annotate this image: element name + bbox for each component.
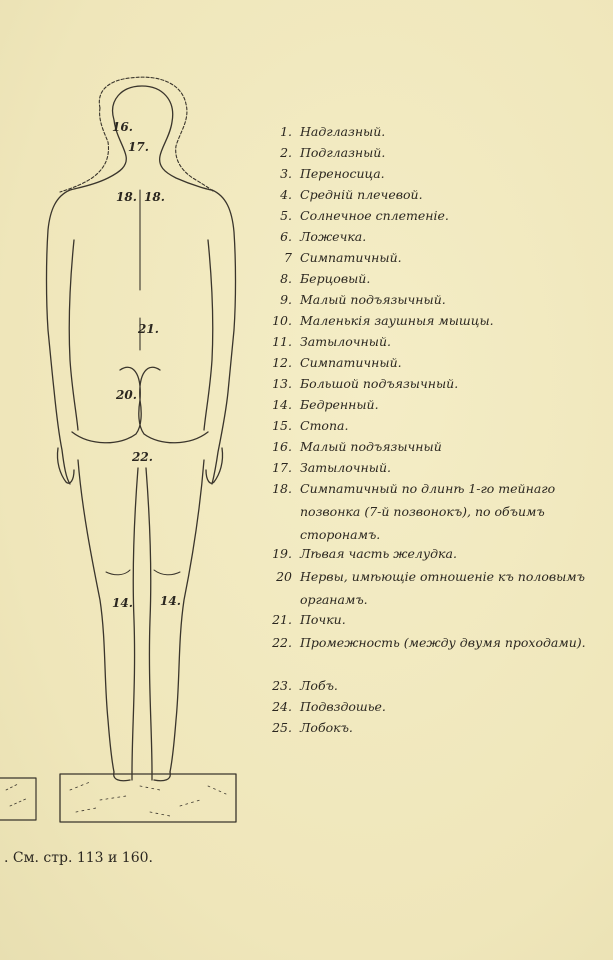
legend-number: 20 bbox=[276, 569, 292, 584]
legend-item bbox=[270, 699, 590, 720]
legend-item bbox=[270, 376, 590, 397]
buttocks-outline bbox=[72, 367, 208, 442]
legend-text: Средній плечевой. bbox=[300, 187, 423, 202]
legend-text: Бедренный. bbox=[300, 397, 379, 412]
legend-item bbox=[270, 720, 590, 741]
legend-number: 4. bbox=[280, 187, 292, 202]
pedestal-texture bbox=[70, 782, 226, 816]
legend-number: 7 bbox=[284, 250, 292, 265]
legend-text: Симпатичный. bbox=[300, 355, 402, 370]
arm-inner-left bbox=[69, 240, 78, 430]
legend-item bbox=[270, 187, 590, 208]
legend-number: 17. bbox=[272, 460, 292, 475]
figure-label-14-right: 14. bbox=[160, 594, 181, 608]
legend-item bbox=[270, 271, 590, 292]
legend-text: Переносица. bbox=[300, 166, 385, 181]
legend-text: Ложечка. bbox=[300, 229, 367, 244]
legend-text: Стопа. bbox=[300, 418, 349, 433]
legend-item bbox=[270, 565, 590, 612]
legend-number: 10. bbox=[272, 313, 292, 328]
head-outline bbox=[70, 86, 212, 190]
legend-item bbox=[270, 612, 590, 633]
legend-item bbox=[270, 355, 590, 376]
legend-item bbox=[270, 546, 590, 567]
legend-number: 14. bbox=[272, 397, 292, 412]
legend-text: Берцовый. bbox=[300, 271, 371, 286]
torso-outline bbox=[47, 190, 236, 484]
legend-number: 3. bbox=[280, 166, 292, 181]
figure-label-22: 22. bbox=[132, 450, 153, 464]
legend-item bbox=[270, 439, 590, 460]
legend-number: 6. bbox=[280, 229, 292, 244]
legend-text: Почки. bbox=[300, 612, 346, 627]
legend-item bbox=[270, 631, 590, 678]
legend-number: 22. bbox=[272, 635, 292, 650]
legend-text: Лобокъ. bbox=[300, 720, 353, 735]
legend-text: Малый подъязычный. bbox=[300, 292, 446, 307]
legend-item bbox=[270, 166, 590, 187]
legend-text: Промежность (между двумя проходами). bbox=[300, 635, 586, 650]
legend-item bbox=[270, 397, 590, 418]
legend-item bbox=[270, 334, 590, 355]
legend-number: 5. bbox=[280, 208, 292, 223]
figure-label-16: 16. bbox=[112, 120, 133, 134]
pedestal bbox=[60, 774, 236, 822]
legend-text: Подглазный. bbox=[300, 145, 386, 160]
legend-number: 11. bbox=[272, 334, 292, 349]
legend-number: 2. bbox=[280, 145, 292, 160]
knee-marks bbox=[106, 570, 180, 575]
arm-inner-right bbox=[204, 240, 213, 430]
legend-text: Симпатичный. bbox=[300, 250, 402, 265]
figure-label-20: 20. bbox=[116, 388, 137, 402]
legend-number: 1. bbox=[280, 124, 292, 139]
legend-number: 24. bbox=[272, 699, 292, 714]
legend-number: 25. bbox=[272, 720, 292, 735]
legend-text: Подвздошье. bbox=[300, 699, 386, 714]
legend-item bbox=[270, 313, 590, 334]
legend-number: 18. bbox=[272, 481, 292, 496]
figure-label-18-right: 18. bbox=[144, 190, 165, 204]
legend-text: Нервы, имѣющіе отношеніе къ половымъ органамъ. bbox=[300, 569, 585, 607]
legend-item bbox=[270, 229, 590, 250]
legend-text: Симпатичный по длинѣ 1-го тейнаго позвонка (7-й позвонокъ), по объимъ сторонамъ. bbox=[300, 481, 556, 542]
figure-label-17: 17. bbox=[128, 140, 149, 154]
legend-number: 9. bbox=[280, 292, 292, 307]
figure-label-18-left: 18. bbox=[116, 190, 137, 204]
legend-text: Затылочный. bbox=[300, 334, 391, 349]
legend-text: Лѣвая часть желудка. bbox=[300, 546, 457, 561]
legend-text: Большой подъязычный. bbox=[300, 376, 459, 391]
figure-label-21: 21. bbox=[138, 322, 159, 336]
legend-item bbox=[270, 678, 590, 699]
left-edge-box-texture bbox=[6, 784, 28, 806]
legend-text: Затылочный. bbox=[300, 460, 391, 475]
legend-number: 12. bbox=[272, 355, 292, 370]
legend-text: Солнечное сплетеніе. bbox=[300, 208, 449, 223]
legend-list bbox=[270, 124, 590, 741]
legend-item bbox=[270, 145, 590, 166]
legend-item bbox=[270, 250, 590, 271]
hand-right bbox=[206, 448, 223, 483]
legend-text: Надглазный. bbox=[300, 124, 386, 139]
legend-number: 16. bbox=[272, 439, 292, 454]
figure-label-14-left: 14. bbox=[112, 596, 133, 610]
feet-outline bbox=[114, 772, 171, 781]
legend-item bbox=[270, 208, 590, 229]
legend-number: 13. bbox=[272, 376, 292, 391]
legend-item bbox=[270, 124, 590, 145]
leg-outline bbox=[78, 460, 204, 772]
legend-number: 19. bbox=[272, 546, 292, 561]
legend-number: 15. bbox=[272, 418, 292, 433]
legend-text: Малый подъязычный bbox=[300, 439, 442, 454]
legend-number: 23. bbox=[272, 678, 292, 693]
legend-item bbox=[270, 418, 590, 439]
legend-item bbox=[270, 477, 590, 546]
page-reference-footnote: . См. стр. 113 и 160. bbox=[4, 850, 153, 866]
legend-number: 21. bbox=[272, 612, 292, 627]
left-edge-box bbox=[0, 778, 36, 820]
legend-number: 8. bbox=[280, 271, 292, 286]
head-dotted-outline bbox=[60, 77, 214, 192]
hand-left bbox=[57, 448, 74, 483]
legend-text: Маленькія заушныя мышцы. bbox=[300, 313, 494, 328]
legend-text: Лобъ. bbox=[300, 678, 338, 693]
legend-item bbox=[270, 292, 590, 313]
